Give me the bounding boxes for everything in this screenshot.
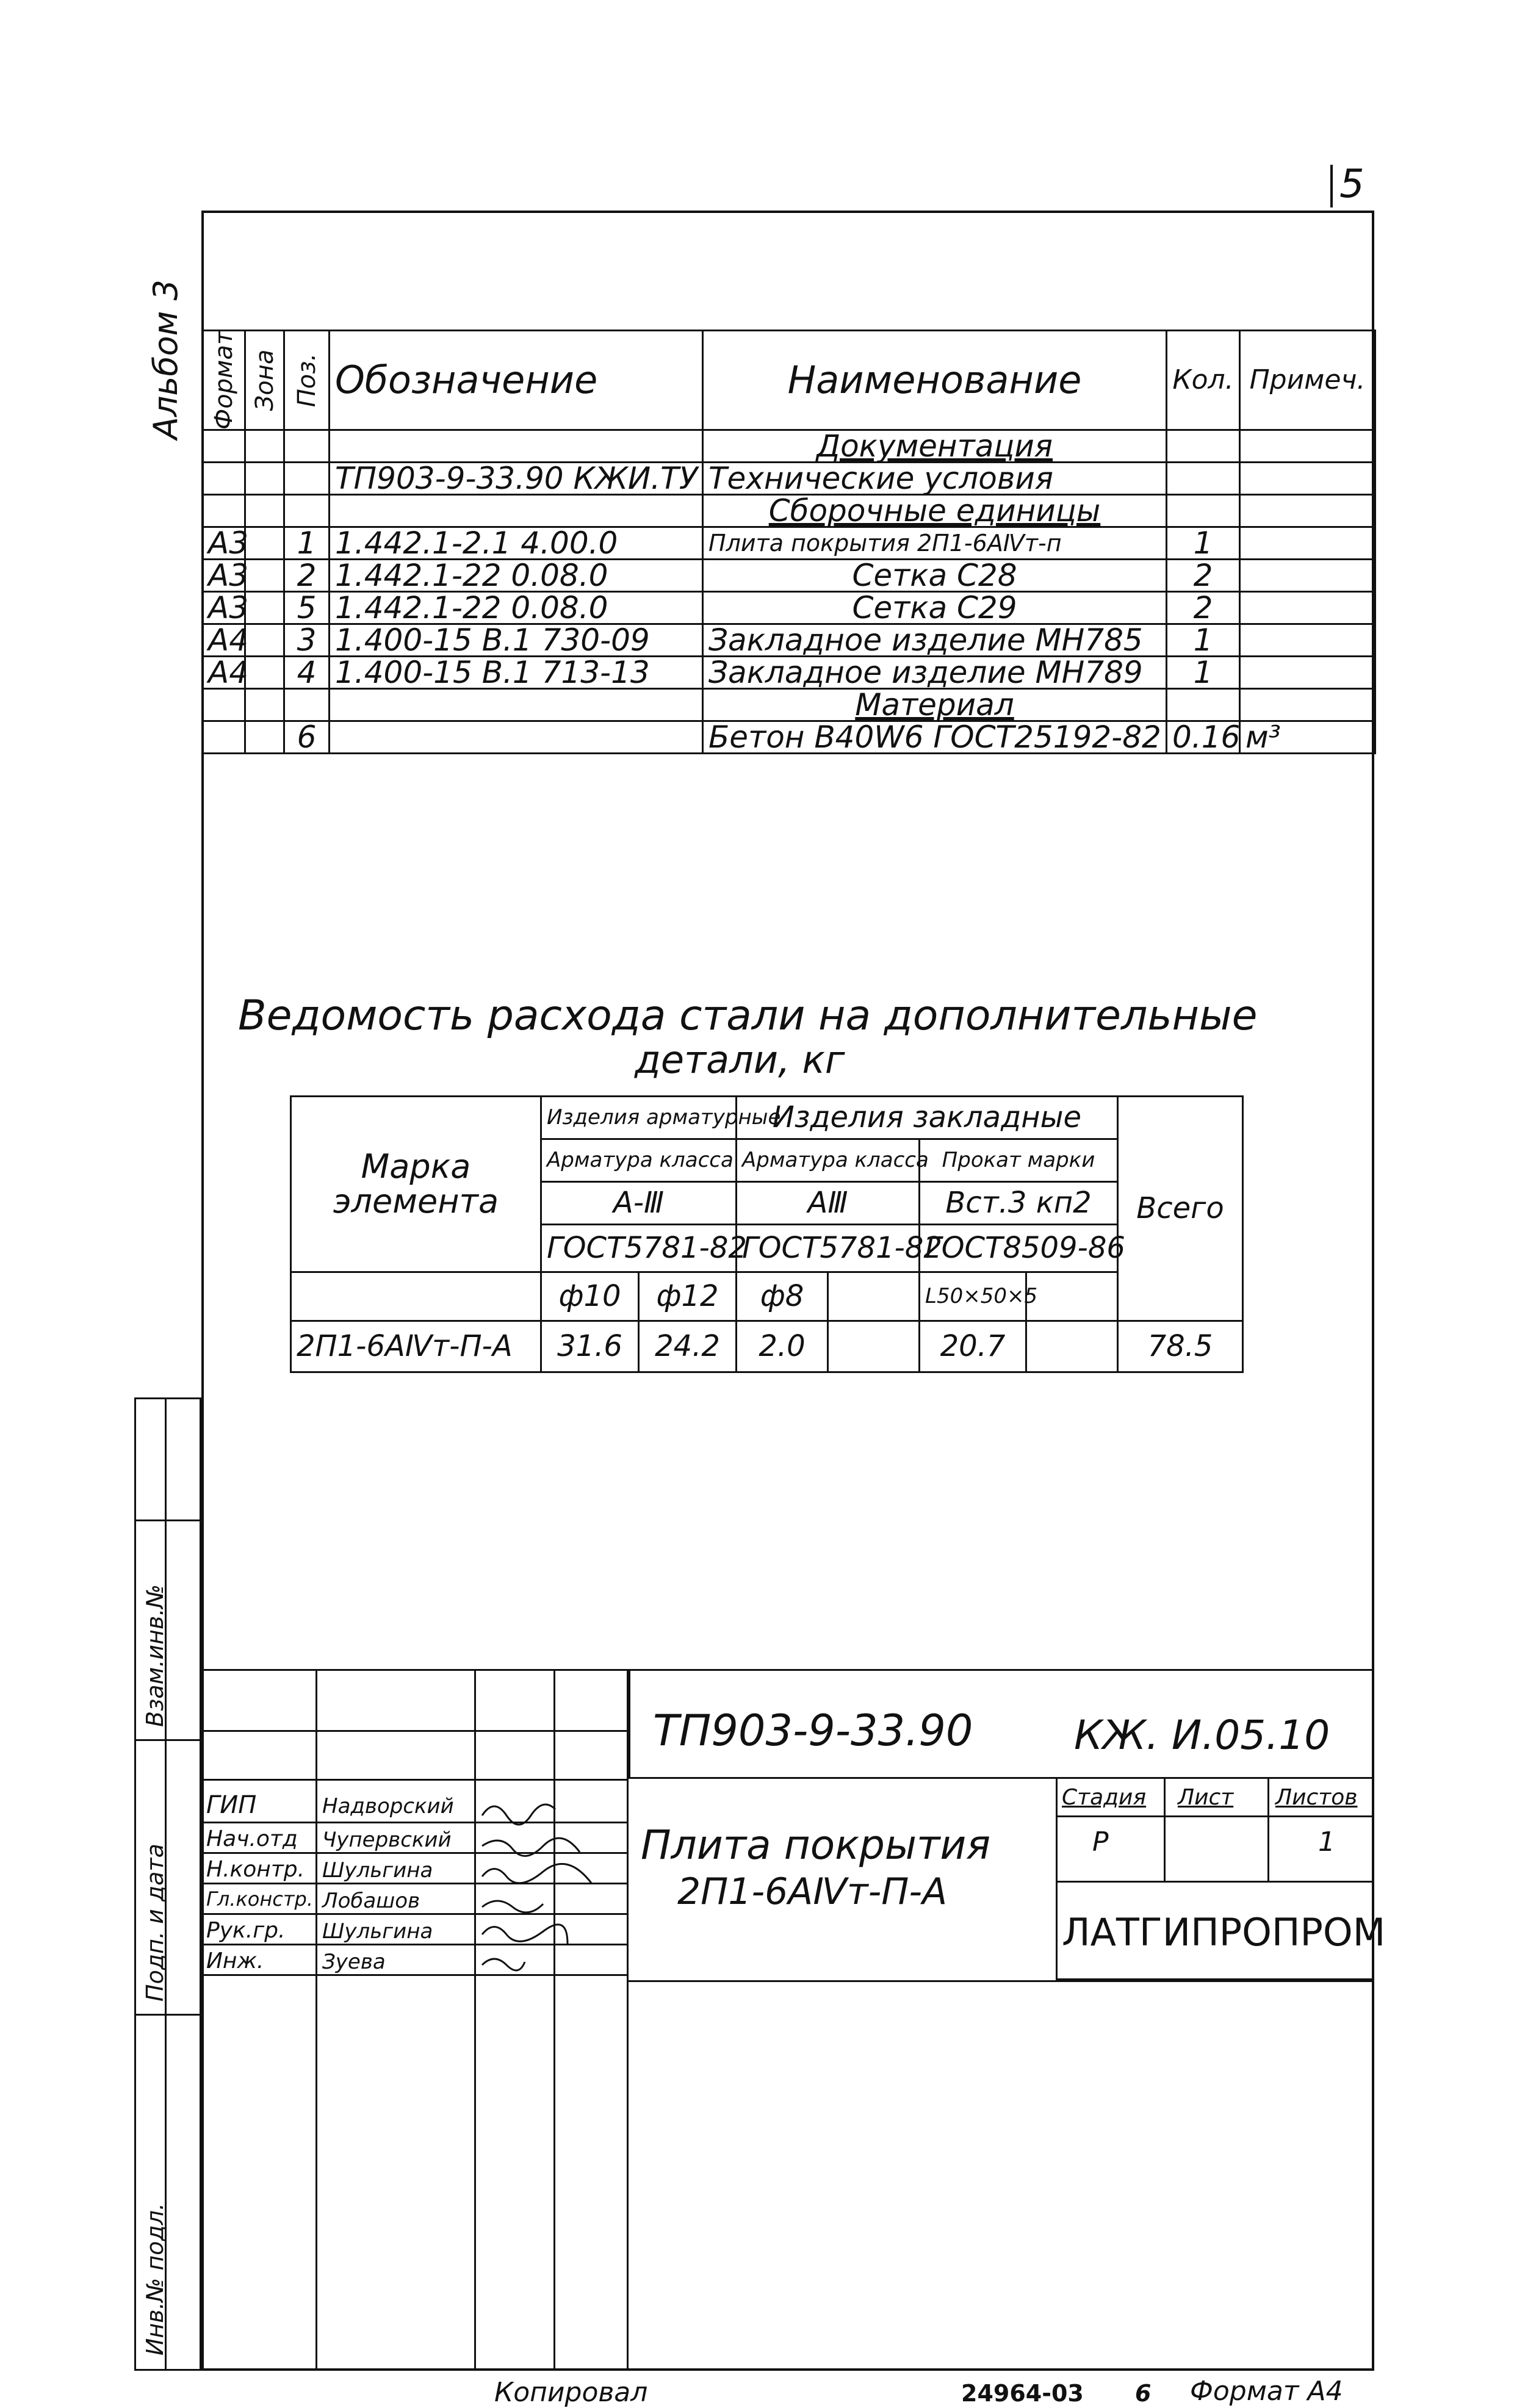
- spec-designation: 1.400-15 В.1 730-09: [330, 624, 703, 657]
- stamp-signature-date: Подп. и дата: [142, 1844, 168, 2002]
- footer-copied-by: Копировал: [494, 2377, 648, 2408]
- header-rebar-items: Изделия арматурные: [541, 1097, 737, 1139]
- name-4: Лобашов: [322, 1889, 420, 1913]
- steel-statement-subtitle: детали, кг: [635, 1037, 845, 1082]
- name-5: Шульгина: [322, 1919, 433, 1944]
- section-row-material: [203, 689, 1375, 721]
- spec-name: Бетон В40W6 ГОСТ25192-82: [703, 721, 1167, 754]
- spec-row: А3 1 1.442.1-2.1 4.00.0 Плита покрытия 2П1-6АⅣт-п 1: [203, 527, 1375, 560]
- spec-row: А4 4 1.400-15 В.1 713-13 Закладное изделие МН789 1: [203, 657, 1375, 689]
- header-gost-1: ГОСТ5781-82: [541, 1225, 737, 1272]
- row-angle: 20.7: [920, 1321, 1026, 1372]
- title-block: [201, 1669, 1386, 2371]
- header-format: Формат: [203, 331, 245, 430]
- header-pos: Поз.: [284, 331, 330, 430]
- spec-designation: 1.442.1-22 0.08.0: [330, 592, 703, 624]
- header-class-a3: А-Ⅲ: [541, 1182, 737, 1225]
- drawing-title-line2: 2П1-6АⅣт-П-А: [677, 1870, 948, 1913]
- drawing-code: КЖ. И.05.10: [1074, 1712, 1330, 1759]
- section-documentation: Документация: [703, 430, 1167, 463]
- role-gip: ГИП: [206, 1791, 257, 1819]
- drawing-title-line1: Плита покрытия: [641, 1822, 991, 1869]
- spec-name: Сетка С29: [703, 592, 1167, 624]
- spec-name: Технические условия: [703, 463, 1167, 495]
- row-empty-2: [1026, 1321, 1118, 1372]
- project-code: ТП903-9-33.90: [653, 1706, 973, 1756]
- footer-format: Формат А4: [1190, 2376, 1343, 2407]
- section-row-documentation: [203, 430, 1375, 463]
- stamp-inv-original: Инв.№ подл.: [142, 2202, 168, 2356]
- spec-name: Закладное изделие МН785: [703, 624, 1167, 657]
- spec-designation: 1.400-15 В.1 713-13: [330, 657, 703, 689]
- header-class-a3b: АⅢ: [737, 1182, 920, 1225]
- role-engineer: Инж.: [206, 1948, 264, 1974]
- role-norm-control: Н.контр.: [206, 1857, 305, 1882]
- header-note: Примеч.: [1240, 331, 1375, 430]
- side-stamps: [134, 1397, 201, 2371]
- stamp-replaced-inv: Взам.инв.№: [142, 1584, 168, 1727]
- stage-label: Стадия: [1062, 1785, 1147, 1810]
- table-row: [291, 1321, 1243, 1372]
- header-angle: L50×50×5: [920, 1272, 1026, 1321]
- name-6: Зуева: [322, 1950, 386, 1974]
- header-rolled-grade: Прокат марки: [920, 1139, 1118, 1182]
- spec-row: 6 Бетон В40W6 ГОСТ25192-82 0.16 м³: [203, 721, 1375, 754]
- sheets-value: 1: [1318, 1826, 1335, 1858]
- role-group-lead: Рук.гр.: [206, 1918, 286, 1943]
- name-2: Чупервский: [322, 1828, 452, 1852]
- header-gost-2: ГОСТ5781-82: [737, 1225, 920, 1272]
- row-d10: 31.6: [541, 1321, 639, 1372]
- row-mark: 2П1-6АⅣт-П-А: [291, 1321, 541, 1372]
- spec-row: [203, 463, 1375, 495]
- spec-row: А4 3 1.400-15 В.1 730-09 Закладное изделие МН785 1: [203, 624, 1375, 657]
- row-d8: 2.0: [737, 1321, 828, 1372]
- spec-row: А3 5 1.442.1-22 0.08.0 Сетка С29 2: [203, 592, 1375, 624]
- album-label: Альбом 3: [146, 279, 185, 439]
- header-embedded-items: Изделия закладные: [737, 1097, 1118, 1139]
- header-steel-grade: Вст.3 кп2: [920, 1182, 1118, 1225]
- header-qty: Кол.: [1167, 331, 1240, 430]
- row-d12: 24.2: [639, 1321, 737, 1372]
- row-empty-1: [828, 1321, 920, 1372]
- spec-name: Плита покрытия 2П1-6АⅣт-п: [703, 527, 1167, 560]
- header-d8: ф8: [737, 1272, 828, 1321]
- header-total: Всего: [1118, 1097, 1243, 1321]
- footer-sheet-num: 6: [1135, 2380, 1152, 2407]
- sheet-label: Лист: [1178, 1785, 1234, 1810]
- organization: ЛАТГИПРОПРОМ: [1062, 1910, 1386, 1955]
- section-assembly-units: Сборочные единицы: [703, 495, 1167, 527]
- name-3: Шульгина: [322, 1858, 433, 1883]
- signatures-icon: [476, 1779, 629, 1980]
- header-rebar-class-1: Арматура класса: [541, 1139, 737, 1182]
- header-designation: Обозначение: [330, 331, 703, 430]
- header-d12: ф12: [639, 1272, 737, 1321]
- page-number: 5: [1339, 162, 1364, 207]
- section-material: Материал: [703, 689, 1167, 721]
- spec-designation: 1.442.1-22 0.08.0: [330, 560, 703, 592]
- spec-name: Закладное изделие МН789: [703, 657, 1167, 689]
- header-gost-3: ГОСТ8509-86: [920, 1225, 1118, 1272]
- row-total: 78.5: [1118, 1321, 1243, 1372]
- header-rebar-class-2: Арматура класса: [737, 1139, 920, 1182]
- steel-statement-title: Ведомость расхода стали на дополнительные: [238, 992, 1258, 1040]
- specification-table: [201, 330, 1376, 754]
- name-1: Надворский: [322, 1794, 454, 1819]
- header-element-mark: Марка элемента: [291, 1097, 541, 1272]
- spec-row: А3 2 1.442.1-22 0.08.0 Сетка С28 2: [203, 560, 1375, 592]
- header-d10: ф10: [541, 1272, 639, 1321]
- section-row-assembly: [203, 495, 1375, 527]
- spec-header-row: [203, 331, 1375, 430]
- stage-value: Р: [1092, 1826, 1109, 1858]
- spec-designation: [330, 721, 703, 754]
- spec-designation: 1.442.1-2.1 4.00.0: [330, 527, 703, 560]
- sheets-label: Листов: [1275, 1785, 1358, 1810]
- header-zone: Зона: [245, 331, 284, 430]
- role-chief-designer: Гл.констр.: [206, 1887, 313, 1911]
- footer-order-number: 24964-03: [961, 2380, 1084, 2407]
- header-name: Наименование: [703, 331, 1167, 430]
- page-number-tick: [1330, 165, 1333, 207]
- spec-designation: ТП903-9-33.90 КЖИ.ТУ: [330, 463, 703, 495]
- steel-statement-table: [290, 1095, 1244, 1373]
- spec-name: Сетка С28: [703, 560, 1167, 592]
- role-head-dept: Нач.отд: [206, 1826, 298, 1851]
